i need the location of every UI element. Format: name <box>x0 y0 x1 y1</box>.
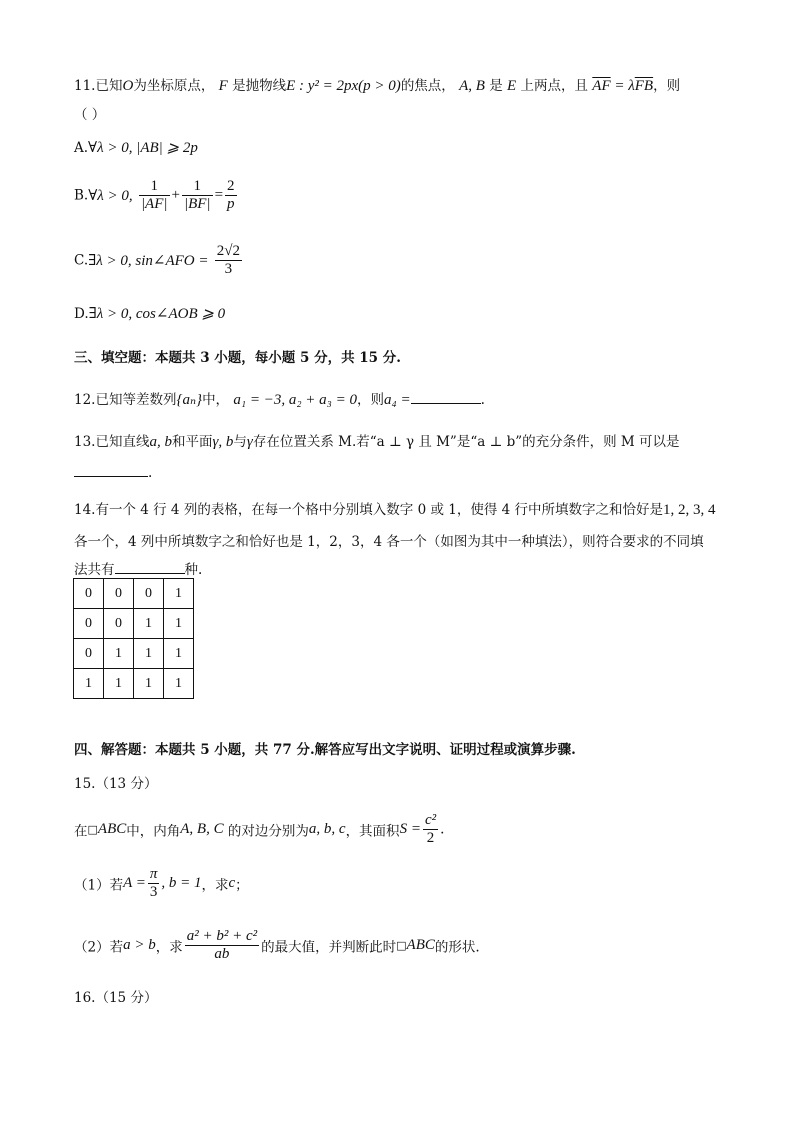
q11-option-c <box>74 243 244 278</box>
table-cell: 1 <box>134 639 164 669</box>
fraction-c2-over-2: $\frac{\text{c²}}{2}$ <box>424 812 437 846</box>
q13 <box>74 430 680 451</box>
q11-text: 上两点，且 <box>520 78 588 94</box>
q12-text: ，则 <box>357 392 384 408</box>
q15-text: ； <box>235 877 249 894</box>
q14-text: 14.有一个 4 行 4 列的表格，在每一个格中分别填入数字 0 或 1，使得 4 行中所填数字之和恰好是 <box>74 502 664 518</box>
table-row <box>74 609 194 639</box>
fraction-pi-over-3: $\frac{\pi}{3}$ <box>149 866 158 900</box>
option-label: B. <box>74 187 89 204</box>
table-cell: 1 <box>74 669 104 699</box>
q11-points: A, B <box>459 78 485 94</box>
table-cell: 0 <box>74 639 104 669</box>
option-d-text: ∃λ > 0, cos∠AOB ⩾ 0 <box>88 306 226 322</box>
q14-text: 种. <box>184 562 203 578</box>
section-4-heading: 四、解答题：本题共 5 小题，共 77 分.解答应写出文字说明、证明过程或演算步骤. <box>74 742 576 758</box>
q12-sequence: {aₙ} <box>176 392 203 408</box>
q15-side-c: c <box>228 875 236 891</box>
q15-area: S = <box>399 821 421 837</box>
q14-line-2 <box>74 530 704 550</box>
q12-target: a₄ = <box>384 392 411 408</box>
q15-text: 的最大值，并判断此时 <box>261 939 397 956</box>
q13-lines: a, b <box>149 434 172 450</box>
table-cell: 1 <box>164 609 194 639</box>
q11-parabola: E : y² = 2px(p > 0) <box>286 78 401 94</box>
q13-text: 与 <box>233 434 247 450</box>
q13-planes: γ, b <box>212 434 234 450</box>
triangle-icon: □ <box>87 823 98 836</box>
table-cell: 1 <box>164 669 194 699</box>
q13-text: 存在位置关系 M.若“a ⊥ γ 且 M”是“a ⊥ b”的充分条件，则 M 可以是 <box>252 434 680 450</box>
table-cell: 0 <box>104 579 134 609</box>
q15-stem <box>74 812 444 847</box>
q11-origin: O <box>122 78 134 94</box>
table-cell: 1 <box>104 639 134 669</box>
q15-side-b: , b = 1 <box>161 875 202 891</box>
q15-text: ，求 <box>201 877 229 894</box>
q12 <box>74 388 485 409</box>
q15-part-label: （2）若 <box>74 939 124 956</box>
table-cell: 1 <box>104 669 134 699</box>
q15-label: 15.（13 分） <box>74 776 158 792</box>
q12-condition: a₁ = −3, a₂ + a₃ = 0 <box>233 392 357 408</box>
table-cell: 0 <box>134 579 164 609</box>
q15-triangle: ABC <box>406 937 435 953</box>
q14-sums: 1, 2, 3, 4 <box>663 502 716 518</box>
q15-angles: A, B, C <box>180 821 224 837</box>
q15-condition: a > b <box>123 937 156 953</box>
q11-answer-blank: （ ） <box>74 107 106 123</box>
q13-plane: γ <box>246 434 253 450</box>
q11-option-b: B.∀λ > 0, $\frac{1}{|AF|}$ + $\frac{1}{|BF|}$ = $\frac{2}{p}$ <box>74 178 235 212</box>
table-cell: 0 <box>74 579 104 609</box>
q11-paren <box>74 103 105 123</box>
q13-text: 13.已知直线 <box>74 434 150 450</box>
table-row <box>74 579 194 609</box>
q11-text: 11.已知 <box>74 78 123 94</box>
option-label: C. <box>74 252 89 269</box>
q13-text: 和平面 <box>171 434 213 450</box>
q11-text: ，则 <box>653 78 681 94</box>
q15-text: ，其面积 <box>345 823 400 840</box>
option-c-prefix: ∃λ > 0, sin∠AFO = <box>88 253 209 269</box>
q11-text: 是抛物线 <box>232 78 287 94</box>
q15-text: 中，内角 <box>126 823 181 840</box>
q12-answer-blank[interactable] <box>411 391 481 404</box>
fraction-1-over-af: $\frac{1}{|AF|}$ <box>140 178 168 212</box>
q11-option-d <box>74 304 225 323</box>
q15-angle-a: A = <box>123 875 146 891</box>
q15-part-label: （1）若 <box>74 877 124 894</box>
q11-curve: E <box>507 78 517 94</box>
q15-part-2 <box>74 928 480 963</box>
q14-answer-blank[interactable] <box>115 561 185 574</box>
q15-text: 在 <box>74 823 88 840</box>
q13-end: . <box>148 465 153 481</box>
q15-text: ，求 <box>155 939 183 956</box>
q12-end: . <box>480 392 485 408</box>
q11-option-a <box>74 138 198 157</box>
option-b-prefix: ∀λ > 0, <box>88 188 133 204</box>
q15-text: 的对边分别为 <box>227 823 309 840</box>
table-cell: 0 <box>104 609 134 639</box>
q15-text: 的形状. <box>434 939 480 956</box>
q15-triangle: ABC <box>97 821 127 837</box>
table-cell: 1 <box>134 669 164 699</box>
q14-text: 法共有 <box>74 562 115 578</box>
table-row <box>74 669 194 699</box>
table-row <box>74 639 194 669</box>
fraction-2-over-p: $\frac{2}{p}$ <box>227 178 235 212</box>
fraction-1-over-bf: $\frac{1}{|BF|}$ <box>183 178 211 212</box>
q15-end: . <box>440 821 445 838</box>
table-cell: 1 <box>164 639 194 669</box>
q11-text: 是 <box>489 78 503 94</box>
q11-focus: F <box>218 78 228 94</box>
q14-example-table <box>73 578 194 699</box>
q15-part-1 <box>74 866 249 901</box>
q12-text: 12.已知等差数列 <box>74 392 177 408</box>
q16-label: 16.（15 分） <box>74 990 158 1006</box>
q14-text: 各一个，4 列中所填数字之和恰好也是 1，2，3，4 各一个（如图为其中一种填法），则符合要求的不同填 <box>74 534 704 550</box>
q14-line-3 <box>74 558 202 578</box>
option-label: D. <box>74 306 89 322</box>
fraction-2root2-over-3: $\frac{2√2}{3}$ <box>216 243 241 277</box>
q12-text: 中， <box>202 392 230 408</box>
option-a-text: ∀λ > 0, |AB| ⩾ 2p <box>88 140 198 156</box>
section-3-heading: 三、填空题：本题共 3 小题，每小题 5 分，共 15 分. <box>74 350 401 366</box>
q13-answer-line <box>74 464 152 481</box>
table-cell: 1 <box>164 579 194 609</box>
q11-vector-relation: $\overline{AF} = \lambda\overline{FB}$ <box>592 78 654 94</box>
option-label: A. <box>74 140 89 156</box>
q11-stem <box>74 74 680 95</box>
triangle-icon: □ <box>396 939 407 952</box>
q13-answer-blank[interactable] <box>74 464 148 477</box>
table-cell: 1 <box>134 609 164 639</box>
table-cell: 0 <box>74 609 104 639</box>
q11-text: 的焦点， <box>400 78 455 94</box>
q11-text: 为坐标原点， <box>133 78 215 94</box>
q14-line-1 <box>74 498 716 519</box>
fraction-sum-squares-over-ab: $\frac{\text{a² + b² + c²}}{ab}$ <box>186 928 258 962</box>
q15-sides: a, b, c <box>308 821 346 837</box>
